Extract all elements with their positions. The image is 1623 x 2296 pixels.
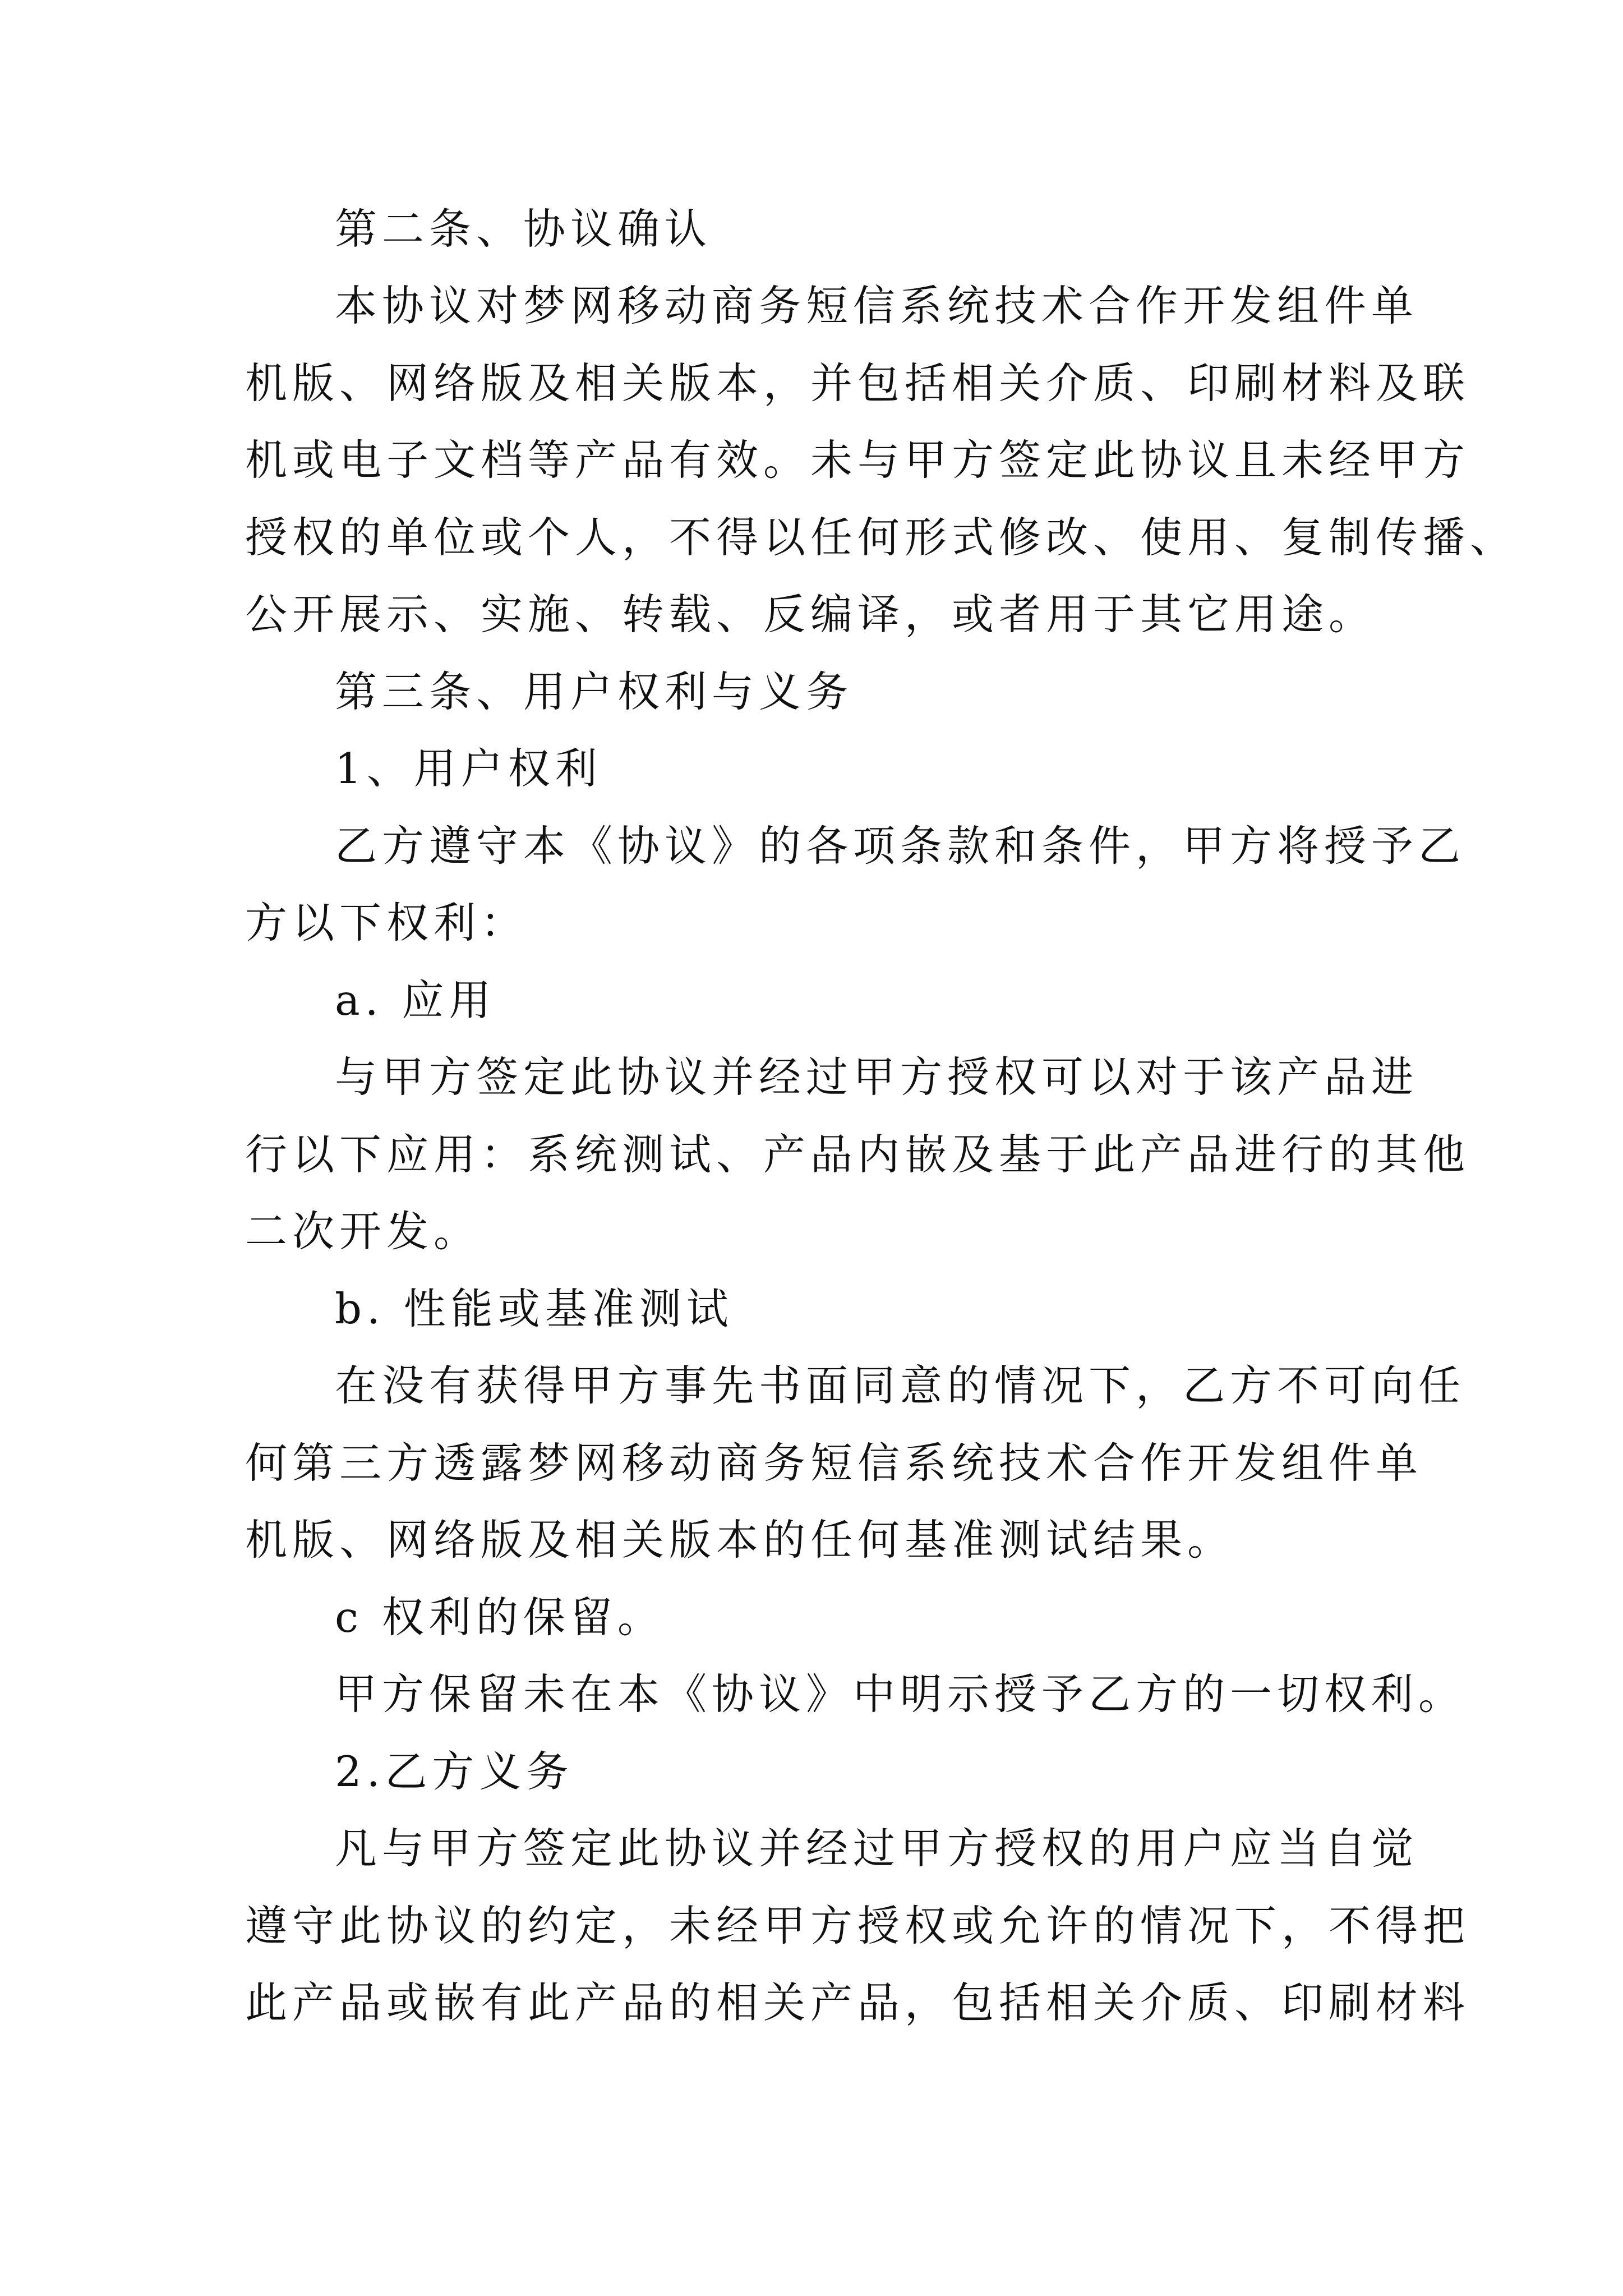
paragraph-line: 乙方遵守本《协议》的各项条款和条件，甲方将授予乙 <box>335 821 1466 871</box>
paragraph-line: 二次开发。 <box>245 1207 481 1256</box>
subsection-heading-application: a. 应用 <box>335 976 496 1025</box>
subsection-heading-benchmark: b. 性能或基准测试 <box>335 1284 734 1333</box>
paragraph-line: 本协议对梦网移动商务短信系统技术合作开发组件单 <box>335 281 1419 330</box>
paragraph-line: 凡与甲方签定此协议并经过甲方授权的用户应当自觉 <box>335 1824 1419 1873</box>
paragraph-line: 公开展示、实施、转载、反编译，或者用于其它用途。 <box>245 590 1376 639</box>
paragraph-line: 与甲方签定此协议并经过甲方授权可以对于该产品进 <box>335 1052 1419 1102</box>
article-2-heading: 第二条、协议确认 <box>335 204 712 254</box>
paragraph-line: 方以下权利： <box>245 898 528 947</box>
subsection-heading-reservation: c 权利的保留。 <box>335 1593 665 1642</box>
paragraph-line: 遵守此协议的约定，未经甲方授权或允许的情况下，不得把 <box>245 1901 1470 1950</box>
paragraph-line: 授权的单位或个人，不得以任何形式修改、使用、复制传播、 <box>245 513 1518 562</box>
paragraph-line: 此产品或嵌有此产品的相关产品，包括相关介质、印刷材料 <box>245 1978 1470 2027</box>
paragraph-line: 机版、网络版及相关版本，并包括相关介质、印刷材料及联 <box>245 358 1470 408</box>
section-heading-party-b-obligations: 2.乙方义务 <box>335 1747 574 1796</box>
paragraph-line: 何第三方透露梦网移动商务短信系统技术合作开发组件单 <box>245 1438 1423 1488</box>
paragraph-line: 在没有获得甲方事先书面同意的情况下，乙方不可向任 <box>335 1361 1466 1410</box>
section-heading-user-rights: 1、用户权利 <box>335 744 602 793</box>
paragraph-line: 甲方保留未在本《协议》中明示授予乙方的一切权利。 <box>335 1669 1466 1719</box>
paragraph-line: 机或电子文档等产品有效。未与甲方签定此协议且未经甲方 <box>245 435 1470 485</box>
paragraph-line: 行以下应用：系统测试、产品内嵌及基于此产品进行的其他 <box>245 1130 1470 1179</box>
paragraph-line: 机版、网络版及相关版本的任何基准测试结果。 <box>245 1515 1235 1565</box>
article-3-heading: 第三条、用户权利与义务 <box>335 667 854 716</box>
